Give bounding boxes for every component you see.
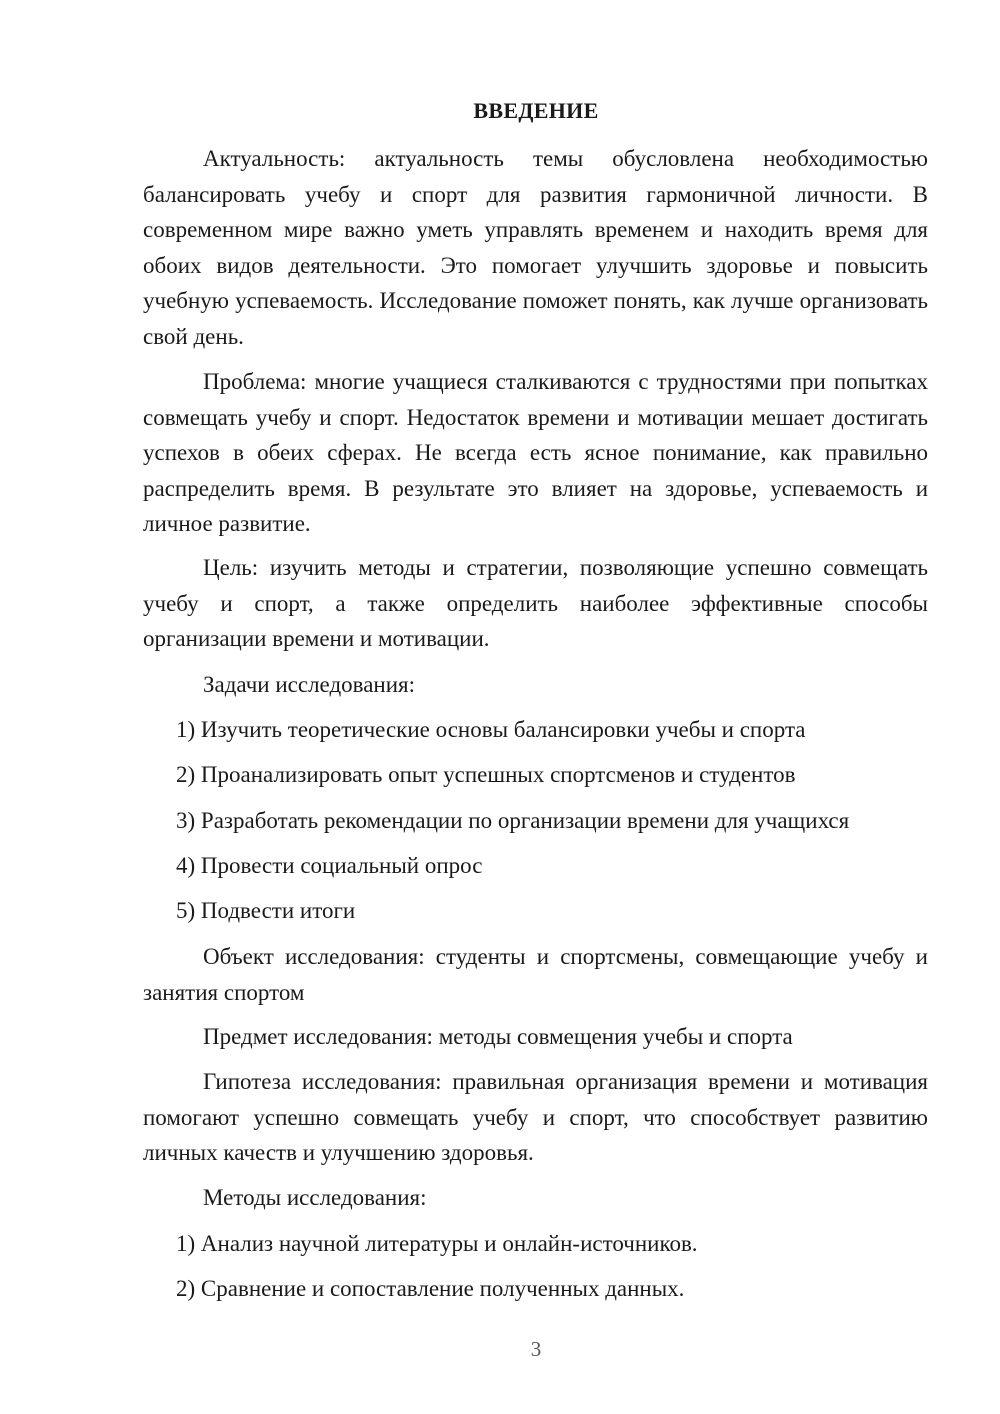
task-item-5: 5) Подвести итоги <box>176 898 356 923</box>
problem-paragraph: Проблема: многие учащиеся сталкиваются с трудностями при попытках совмещать учебу и спорт. Недостаток времени и мотивации мешает достигать успехов в обеих сферах. Не всегда есть ясное понимание, как правильно распределить время. В результате это влияет на здоровье, успеваемость и личное развитие. <box>143 369 928 536</box>
page-number: 3 <box>530 1337 542 1361</box>
hypothesis-paragraph: Гипотеза исследования: правильная организация времени и мотивация помогают успешно совмещать учебу и спорт, что способствует развитию личных качеств и улучшению здоровья. <box>143 1069 928 1165</box>
subject-paragraph: Предмет исследования: методы совмещения учебы и спорта <box>203 1024 793 1049</box>
task-item-4: 4) Провести социальный опрос <box>176 853 483 878</box>
relevance-paragraph: Актуальность: актуальность темы обусловлена необходимостью балансировать учебу и спорт для развития гармоничной личности. В современном мире важно уметь управлять временем и находить время для обоих видов деятельности. Это помогает улучшить здоровье и повысить учебную успеваемость. Исследование поможет понять, как лучше организовать свой день. <box>143 146 928 349</box>
task-item-2: 2) Проанализировать опыт успешных спортсменов и студентов <box>176 762 796 787</box>
task-item-3: 3) Разработать рекомендации по организации времени для учащихся <box>176 808 850 833</box>
page-title: ВВЕДЕНИЕ <box>473 98 599 123</box>
object-paragraph: Объект исследования: студенты и спортсмены, совмещающие учебу и занятия спортом <box>143 944 928 1005</box>
goal-paragraph: Цель: изучить методы и стратегии, позволяющие успешно совмещать учебу и спорт, а также определить наиболее эффективные способы организации времени и мотивации. <box>143 555 928 651</box>
method-item-1: 1) Анализ научной литературы и онлайн-источников. <box>176 1231 698 1256</box>
task-item-1: 1) Изучить теоретические основы балансировки учебы и спорта <box>176 717 806 742</box>
tasks-title: Задачи исследования: <box>203 672 416 697</box>
methods-title: Методы исследования: <box>203 1185 427 1210</box>
method-item-2: 2) Сравнение и сопоставление полученных данных. <box>176 1276 685 1301</box>
